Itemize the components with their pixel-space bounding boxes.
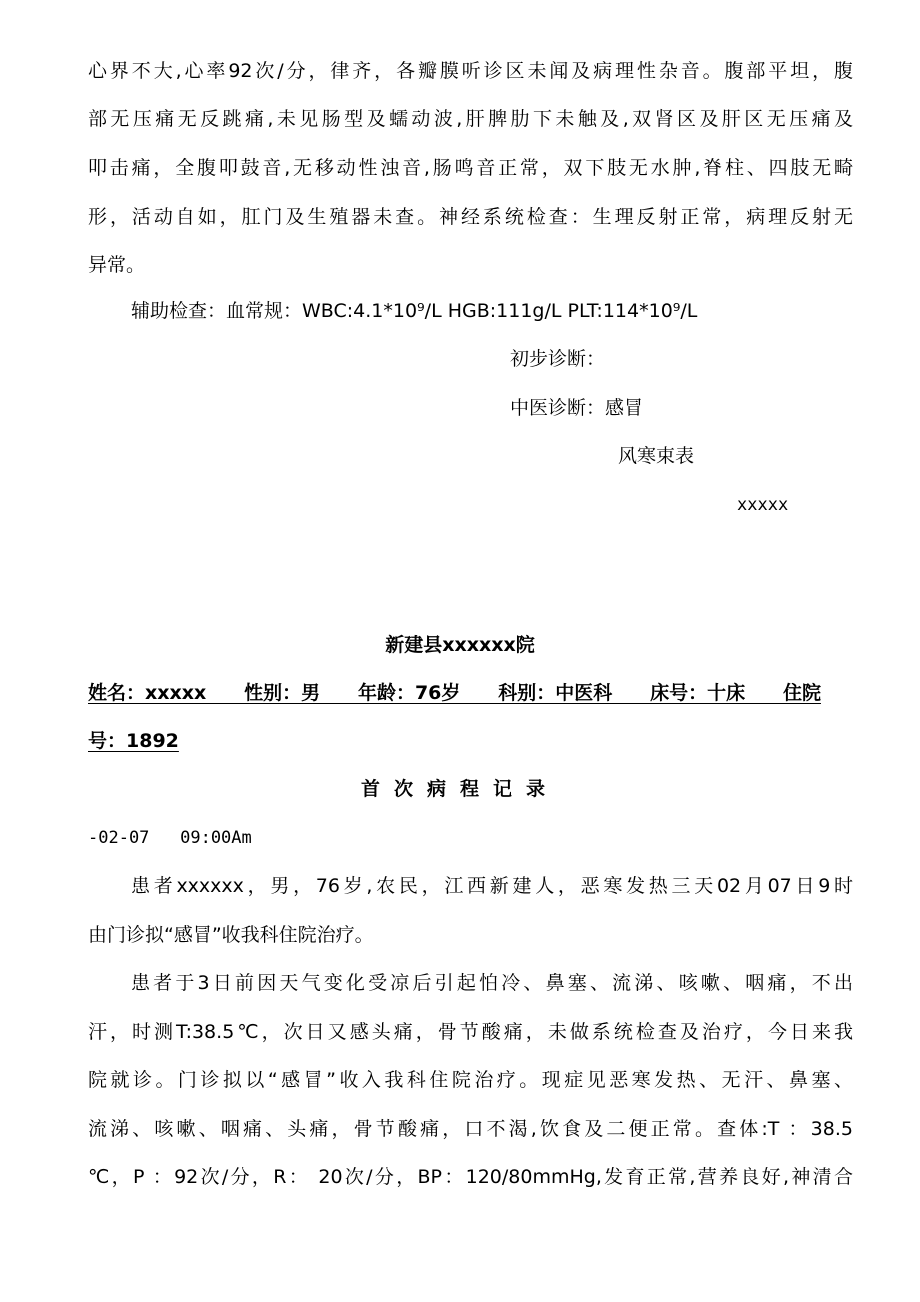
paragraph-line: ℃，P ：92次/分，R： 20次/分，BP：120/80mmHg,发育正常,营养良好,神清合 [88,1166,853,1188]
paragraph-line: 院就诊。门诊拟以“感冒”收入我科住院治疗。现症见恶寒发热、无汗、鼻塞、 [88,1069,853,1091]
exam-line: 部无压痛无反跳痛,未见肠型及蠕动波,肝脾肋下未触及,双肾区及肝区无压痛及 [88,108,853,130]
exam-line: 异常。 [88,254,146,276]
paragraph-line: 汗，时测T:38.5℃，次日又感头痛，骨节酸痛，未做系统检查及治疗，今日来我 [88,1021,853,1043]
patient-info-line: 姓名：xxxxx 性别：男 年龄：76岁 科别：中医科 床号：十床 住院 [88,682,821,704]
prelim-diagnosis-label: 初步诊断： [510,348,606,370]
paragraph-line: 患者xxxxxx，男，76岁,农民，江西新建人，恶寒发热三天02月07日9时 [131,875,853,897]
exam-line: 心界不大,心率92次/分，律齐，各瓣膜听诊区未闻及病理性杂音。腹部平坦，腹 [88,60,853,82]
record-datetime: -02-07 09:00Am [88,828,252,848]
paragraph-line: 由门诊拟“感冒”收我科住院治疗。 [88,924,374,946]
tcm-diagnosis: 中医诊断：感冒 [510,397,644,419]
record-title: 首次病程记录 [360,778,559,800]
exam-line: 叩击痛，全腹叩鼓音,无移动性浊音,肠鸣音正常，双下肢无水肿,脊柱、四肢无畸 [88,157,853,179]
paragraph-line: 流涕、咳嗽、咽痛、头痛，骨节酸痛，口不渴,饮食及二便正常。查体:T ：38.5 [88,1118,853,1140]
aux-exam-line: 辅助检查：血常规：WBC:4.1*10⁹/L HGB:111g/L PLT:114*10⁹/L [131,300,698,322]
hospital-name: 新建县xxxxxx院 [385,634,535,656]
signature: xxxxx [737,495,789,515]
patient-info-line: 号：1892 [88,730,179,752]
paragraph-line: 患者于3日前因天气变化受凉后引起怕冷、鼻塞、流涕、咳嗽、咽痛，不出 [131,972,853,994]
exam-line: 形，活动自如，肛门及生殖器未查。神经系统检查：生理反射正常，病理反射无 [88,206,853,228]
syndrome-diagnosis: 风寒束表 [618,445,695,467]
